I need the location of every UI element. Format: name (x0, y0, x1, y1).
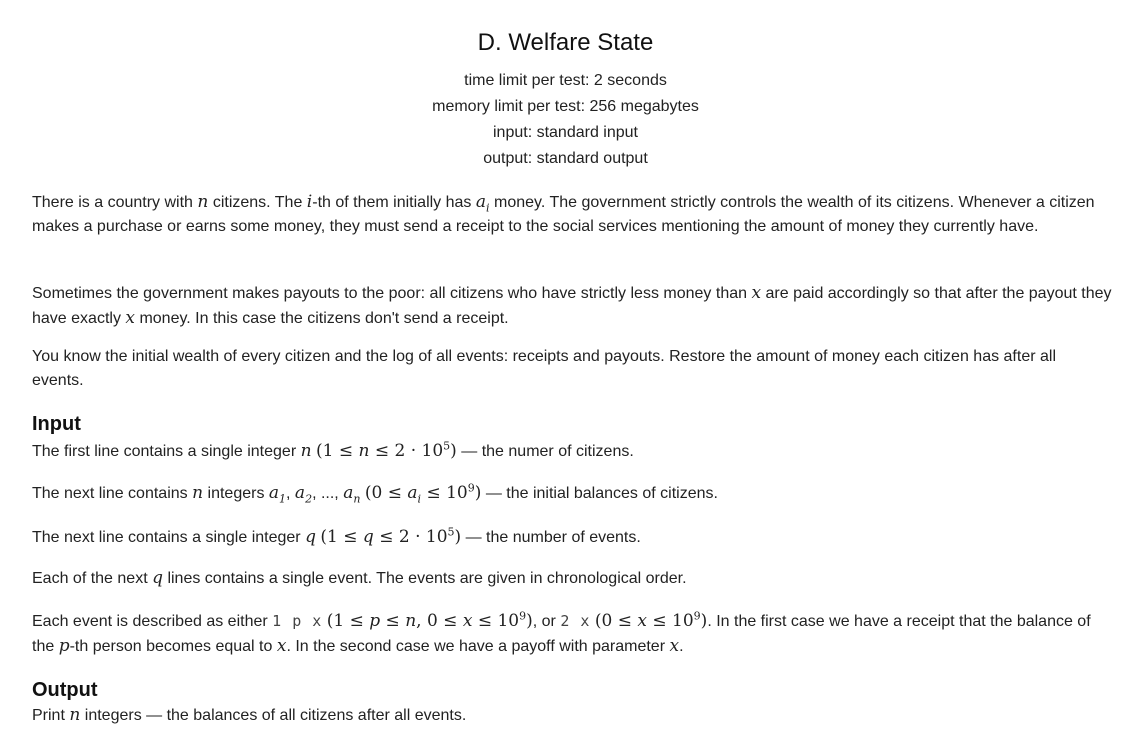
output-line-1: Print n integers — the balances of all citizens after all events. (32, 705, 467, 725)
statement-paragraph-3: You know the initial wealth of every citizen and the log of all events: receipts and payouts. Restore the amount of money each citizen has after all events. (32, 348, 1056, 389)
input-line-5: Each event is described as either 1 p x (1 ≤ p ≤ n, $0 \le x \le 10^9$), or 2 x $(0 \le x \le 10^9)$. In the first case we have a receipt that the balance of the p-th person becomes equal to x. In the second case we have a payoff with parameter x. (32, 609, 1091, 656)
problem-title: D. Welfare State (477, 29, 654, 56)
statement-paragraph-1: There is a country with n citizens. The i-th of them initially has $a_i$ money. The government strictly controls the wealth of its citizens. Whenever a citizen makes a purchase or earns some money, they must send a receipt to the social services mentioning the amount of money they currently have. (32, 192, 1095, 235)
input-heading: Input (32, 413, 81, 435)
input-line-1: The first line contains a single integer n $(1 \le n \le 2 \cdot 10^5)$ — the numer of citizens. (32, 439, 634, 461)
input-line-3: The next line contains a single integer q $(1 \le q \le 2 \cdot 10^5)$ — the number of events. (32, 525, 641, 547)
output-file: output: standard output (483, 150, 648, 167)
output-heading: Output (32, 679, 98, 701)
input-line-4: Each of the next q lines contains a single event. The events are given in chronological order. (32, 568, 687, 588)
memory-limit: memory limit per test: 256 megabytes (432, 98, 699, 115)
statement-paragraph-2: Sometimes the government makes payouts to the poor: all citizens who have strictly less money than x are paid accordingly so that after the payout they have exactly x money. In this case the citizens don't send a receipt. (32, 283, 1112, 328)
time-limit: time limit per test: 2 seconds (464, 72, 667, 89)
input-file: input: standard input (493, 124, 638, 141)
input-line-2: The next line contains n integers $a_1$, $a_2$, ..., $a_n$ $(0 \le a_i \le 10^9)$ — the initial balances of citizens. (32, 481, 718, 506)
